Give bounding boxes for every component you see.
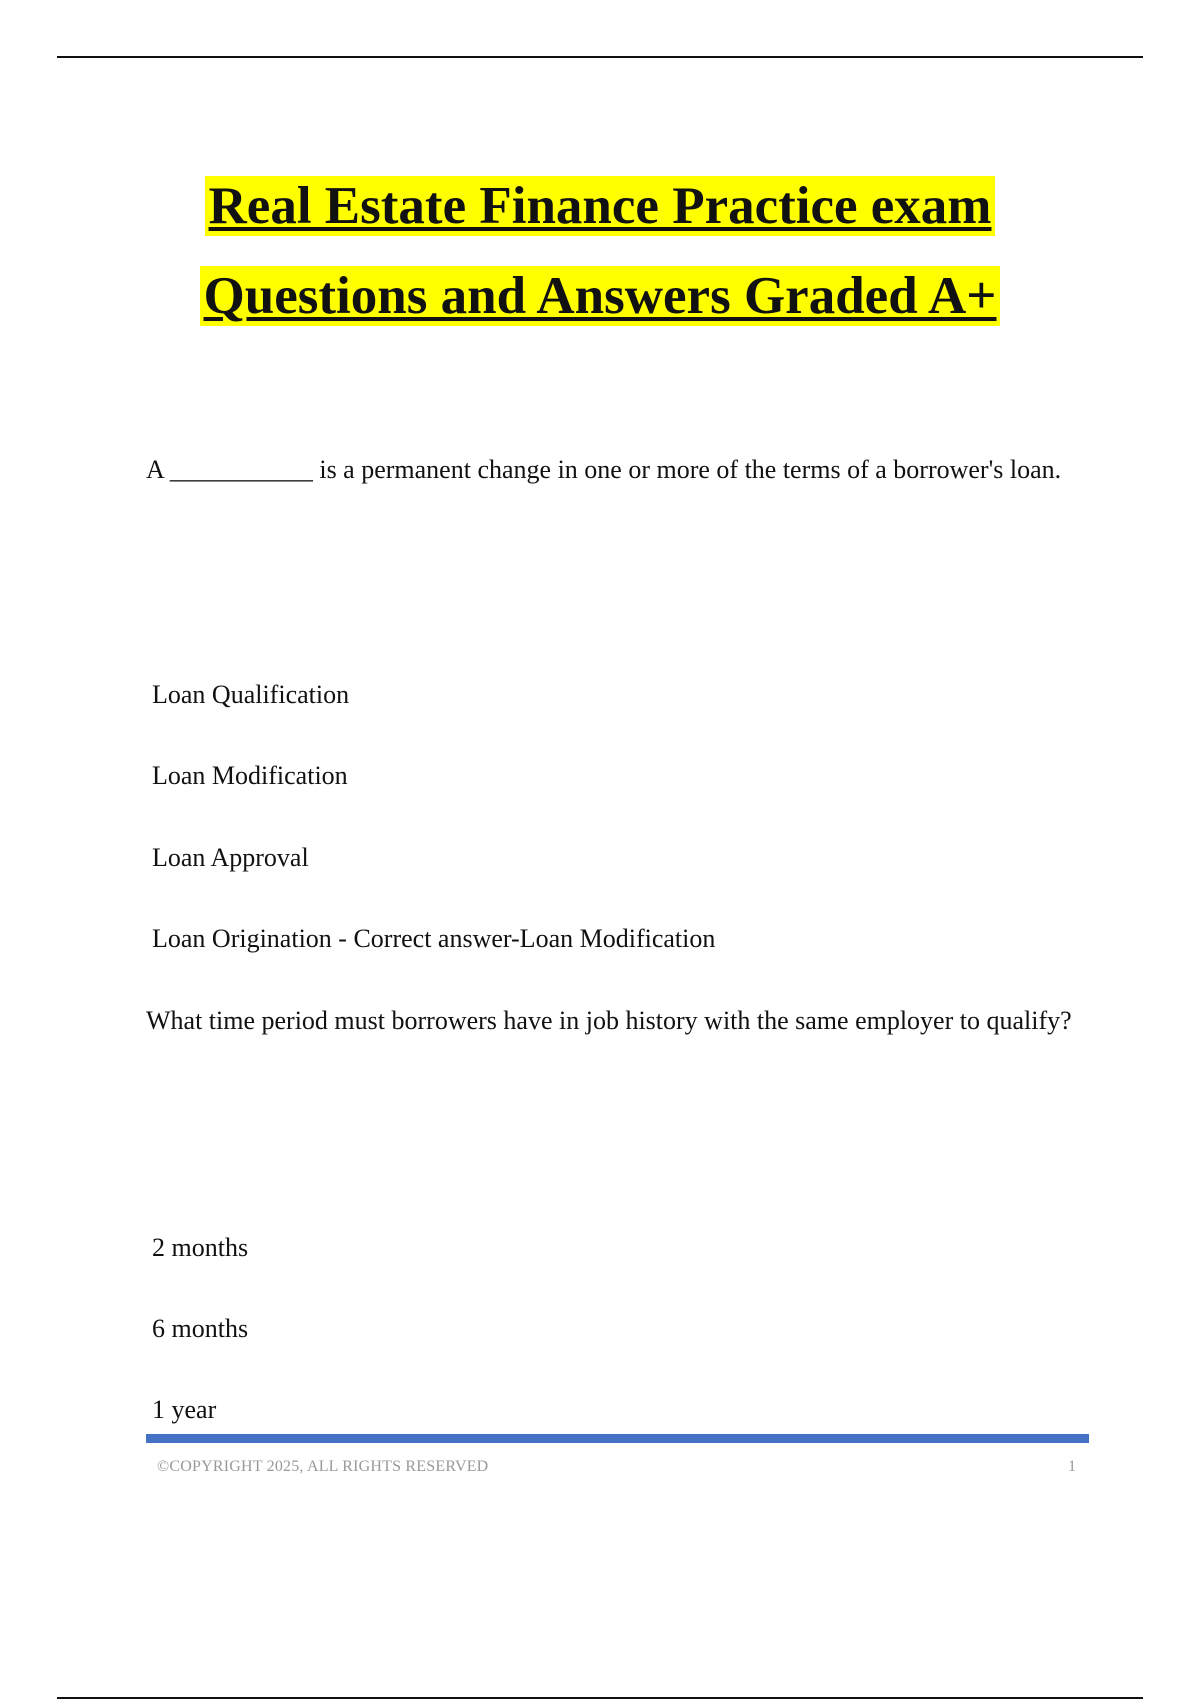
footer-page-number: 1 <box>1068 1458 1076 1475</box>
top-rule <box>57 56 1143 58</box>
footer-copyright: ©COPYRIGHT 2025, ALL RIGHTS RESERVED <box>157 1458 489 1475</box>
title-line-1: Real Estate Finance Practice exam <box>205 176 996 236</box>
question-2-option-3: 1 year <box>152 1395 217 1424</box>
title-line-2: Questions and Answers Graded A+ <box>200 266 1001 326</box>
question-1-option-1: Loan Qualification <box>152 680 350 709</box>
footer-bar <box>146 1434 1089 1443</box>
question-2-text: What time period must borrowers have in job history with the same employer to qualify? <box>146 1006 1072 1035</box>
question-2-option-2: 6 months <box>152 1314 249 1343</box>
question-1-option-4: Loan Origination - Correct answer-Loan Modification <box>152 924 716 953</box>
question-1-option-3: Loan Approval <box>152 843 309 872</box>
question-2-option-1: 2 months <box>152 1233 249 1262</box>
document-title <box>0 176 1200 326</box>
bottom-rule <box>57 1697 1143 1699</box>
question-1-text: A ___________ is a permanent change in one or more of the terms of a borrower's loan. <box>146 455 1062 484</box>
question-1-option-2: Loan Modification <box>152 761 348 790</box>
